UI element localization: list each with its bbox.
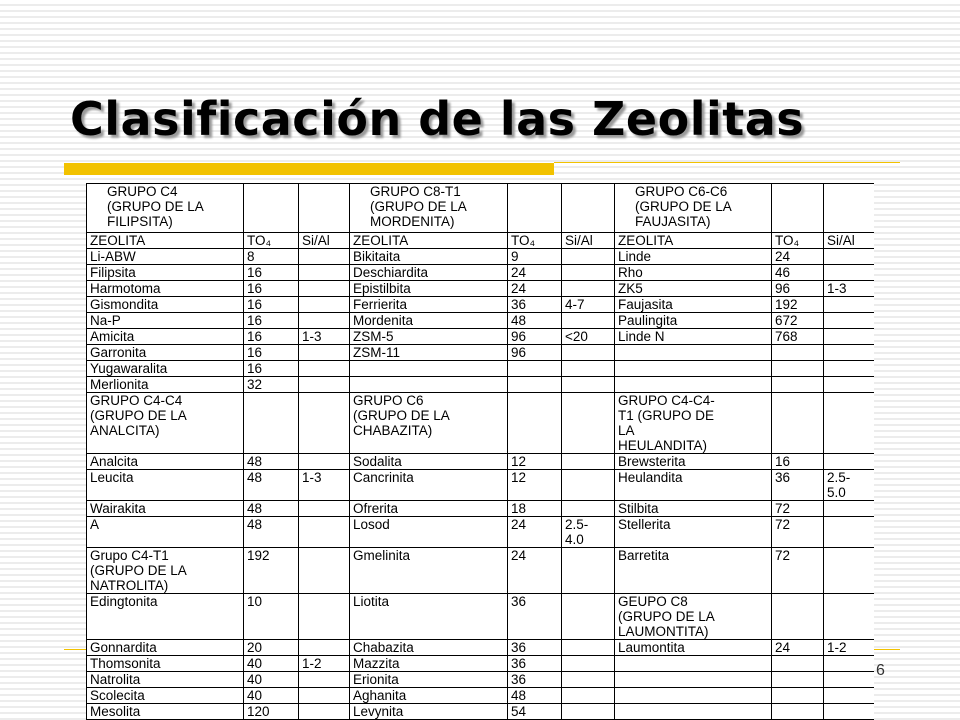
table-cell: Grupo C4-T1 (GRUPO DE LA NATROLITA) bbox=[87, 548, 244, 594]
table-row bbox=[87, 672, 875, 688]
table-cell: Merlionita bbox=[87, 377, 244, 393]
table-cell bbox=[772, 672, 824, 688]
table-cell bbox=[562, 265, 615, 281]
table-row bbox=[87, 377, 875, 393]
column-header: ZEOLITA bbox=[350, 233, 508, 249]
table-cell bbox=[299, 688, 350, 704]
table-row bbox=[87, 640, 875, 656]
table-cell: Scolecita bbox=[87, 688, 244, 704]
table-row bbox=[87, 656, 875, 672]
table-row bbox=[87, 361, 875, 377]
group-header-row bbox=[87, 184, 875, 233]
group-header-mordenita: GRUPO C8-T1 (GRUPO DE LA MORDENITA) bbox=[350, 184, 508, 233]
table-cell bbox=[824, 249, 875, 265]
table-row bbox=[87, 345, 875, 361]
table-cell: Natrolita bbox=[87, 672, 244, 688]
table-cell: Losod bbox=[350, 517, 508, 548]
table-cell bbox=[615, 345, 772, 361]
table-cell: 768 bbox=[772, 329, 824, 345]
table-cell bbox=[824, 265, 875, 281]
table-cell: Edingtonita bbox=[87, 594, 244, 640]
table-cell bbox=[615, 688, 772, 704]
table-cell bbox=[824, 361, 875, 377]
table-cell: 36 bbox=[508, 672, 562, 688]
table-cell bbox=[772, 704, 824, 720]
table-cell bbox=[824, 688, 875, 704]
table-cell bbox=[562, 501, 615, 517]
table-row bbox=[87, 249, 875, 265]
table-cell: 10 bbox=[244, 594, 299, 640]
table-cell bbox=[299, 704, 350, 720]
table-cell: 48 bbox=[244, 470, 299, 501]
table-cell bbox=[508, 184, 562, 233]
table-cell bbox=[562, 249, 615, 265]
table-cell: 36 bbox=[508, 594, 562, 640]
table-cell: 4-7 bbox=[562, 297, 615, 313]
table-cell bbox=[824, 454, 875, 470]
table-cell bbox=[299, 281, 350, 297]
table-cell: <20 bbox=[562, 329, 615, 345]
slide-title: Clasificación de las Zeolitas bbox=[70, 92, 805, 146]
table-cell: 96 bbox=[508, 329, 562, 345]
table-cell: Chabazita bbox=[350, 640, 508, 656]
table-cell: 8 bbox=[244, 249, 299, 265]
table-cell: Gismondita bbox=[87, 297, 244, 313]
table-cell: ZK5 bbox=[615, 281, 772, 297]
table-cell bbox=[562, 281, 615, 297]
table-cell bbox=[824, 656, 875, 672]
table-cell: Wairakita bbox=[87, 501, 244, 517]
table-cell: Gonnardita bbox=[87, 640, 244, 656]
table-cell bbox=[299, 297, 350, 313]
table-cell: Cancrinita bbox=[350, 470, 508, 501]
table-cell: 24 bbox=[508, 517, 562, 548]
table-cell: Erionita bbox=[350, 672, 508, 688]
table-cell: 48 bbox=[508, 688, 562, 704]
table-cell: Thomsonita bbox=[87, 656, 244, 672]
table-cell: 20 bbox=[244, 640, 299, 656]
table-cell bbox=[562, 656, 615, 672]
table-cell: GRUPO C4-C4 (GRUPO DE LA ANALCITA) bbox=[87, 393, 244, 454]
table-cell bbox=[299, 517, 350, 548]
column-header-row bbox=[87, 233, 875, 249]
table-cell: Ofrerita bbox=[350, 501, 508, 517]
table-cell bbox=[824, 594, 875, 640]
table-cell: 2.5- 5.0 bbox=[824, 470, 875, 501]
table-cell: 1-2 bbox=[824, 640, 875, 656]
table-cell: 12 bbox=[508, 470, 562, 501]
table-cell: 40 bbox=[244, 656, 299, 672]
table-cell: GRUPO C6 (GRUPO DE LA CHABAZITA) bbox=[350, 393, 508, 454]
column-header: TO₄ bbox=[772, 233, 824, 249]
table-cell bbox=[508, 377, 562, 393]
table-cell bbox=[562, 361, 615, 377]
table-cell: 32 bbox=[244, 377, 299, 393]
table-cell: 16 bbox=[244, 329, 299, 345]
table-cell: Analcita bbox=[87, 454, 244, 470]
table-cell: 192 bbox=[772, 297, 824, 313]
table-cell bbox=[299, 454, 350, 470]
table-cell bbox=[772, 345, 824, 361]
table-cell: 24 bbox=[508, 265, 562, 281]
table-cell bbox=[299, 249, 350, 265]
table-row bbox=[87, 548, 875, 594]
table-cell: Barretita bbox=[615, 548, 772, 594]
table-cell: 16 bbox=[244, 265, 299, 281]
table-row bbox=[87, 704, 875, 720]
table-cell bbox=[299, 393, 350, 454]
table-cell bbox=[824, 393, 875, 454]
table-cell bbox=[824, 184, 875, 233]
table-cell bbox=[824, 672, 875, 688]
table-cell: Ferrierita bbox=[350, 297, 508, 313]
page-number: 6 bbox=[876, 662, 885, 679]
table-cell bbox=[299, 672, 350, 688]
table-cell: Li-ABW bbox=[87, 249, 244, 265]
table-cell: ZSM-5 bbox=[350, 329, 508, 345]
table-cell: 48 bbox=[244, 517, 299, 548]
table-cell: 16 bbox=[244, 313, 299, 329]
table-cell: Linde bbox=[615, 249, 772, 265]
table-cell: Harmotoma bbox=[87, 281, 244, 297]
table-cell: 672 bbox=[772, 313, 824, 329]
table-cell bbox=[562, 313, 615, 329]
table-cell: 192 bbox=[244, 548, 299, 594]
table-cell: 72 bbox=[772, 501, 824, 517]
table-cell: Rho bbox=[615, 265, 772, 281]
table-cell: Paulingita bbox=[615, 313, 772, 329]
column-header: Si/Al bbox=[562, 233, 615, 249]
table-cell bbox=[299, 361, 350, 377]
table-cell: 96 bbox=[508, 345, 562, 361]
table-cell: Filipsita bbox=[87, 265, 244, 281]
table-cell bbox=[350, 361, 508, 377]
group-header-faujasita: GRUPO C6-C6 (GRUPO DE LA FAUJASITA) bbox=[615, 184, 772, 233]
table-body bbox=[87, 184, 875, 720]
table-cell bbox=[824, 377, 875, 393]
table-cell: 48 bbox=[244, 501, 299, 517]
column-header: TO₄ bbox=[508, 233, 562, 249]
table-cell bbox=[299, 345, 350, 361]
table-cell bbox=[299, 594, 350, 640]
table-cell: 36 bbox=[508, 656, 562, 672]
table-cell: 40 bbox=[244, 688, 299, 704]
table-cell bbox=[299, 377, 350, 393]
table-cell: 40 bbox=[244, 672, 299, 688]
table-cell: Gmelinita bbox=[350, 548, 508, 594]
table-cell: Linde N bbox=[615, 329, 772, 345]
table-cell bbox=[562, 393, 615, 454]
zeolite-table-container bbox=[86, 183, 874, 720]
table-cell bbox=[824, 345, 875, 361]
table-cell bbox=[562, 345, 615, 361]
table-cell: GRUPO C4-C4- T1 (GRUPO DE LA HEULANDITA) bbox=[615, 393, 772, 454]
table-cell bbox=[824, 297, 875, 313]
table-cell: Mesolita bbox=[87, 704, 244, 720]
table-row bbox=[87, 501, 875, 517]
table-row bbox=[87, 329, 875, 345]
table-cell: 9 bbox=[508, 249, 562, 265]
table-cell bbox=[508, 393, 562, 454]
table-cell bbox=[350, 377, 508, 393]
table-cell bbox=[772, 688, 824, 704]
table-cell: 72 bbox=[772, 517, 824, 548]
column-header: ZEOLITA bbox=[615, 233, 772, 249]
table-cell bbox=[615, 672, 772, 688]
column-header: Si/Al bbox=[299, 233, 350, 249]
column-header: Si/Al bbox=[824, 233, 875, 249]
table-cell bbox=[299, 313, 350, 329]
table-cell: Mazzita bbox=[350, 656, 508, 672]
table-cell: Leucita bbox=[87, 470, 244, 501]
table-cell: Na-P bbox=[87, 313, 244, 329]
table-cell: 36 bbox=[772, 470, 824, 501]
table-cell: 1-3 bbox=[299, 470, 350, 501]
table-cell bbox=[615, 377, 772, 393]
table-row bbox=[87, 393, 875, 454]
table-cell: 18 bbox=[508, 501, 562, 517]
table-cell: 24 bbox=[508, 548, 562, 594]
table-cell: Yugawaralita bbox=[87, 361, 244, 377]
table-cell bbox=[824, 704, 875, 720]
table-cell: 16 bbox=[244, 281, 299, 297]
table-cell bbox=[299, 501, 350, 517]
table-cell bbox=[562, 594, 615, 640]
table-cell: 16 bbox=[244, 361, 299, 377]
table-cell bbox=[562, 704, 615, 720]
table-cell: Liotita bbox=[350, 594, 508, 640]
table-cell bbox=[824, 501, 875, 517]
table-cell: Brewsterita bbox=[615, 454, 772, 470]
table-cell: Aghanita bbox=[350, 688, 508, 704]
table-cell: Deschiardita bbox=[350, 265, 508, 281]
table-cell: Stellerita bbox=[615, 517, 772, 548]
table-row bbox=[87, 454, 875, 470]
table-cell bbox=[615, 656, 772, 672]
table-cell: 46 bbox=[772, 265, 824, 281]
title-accent-bar bbox=[64, 163, 554, 175]
table-cell: Levynita bbox=[350, 704, 508, 720]
table-cell: 1-3 bbox=[299, 329, 350, 345]
table-cell: Bikitaita bbox=[350, 249, 508, 265]
table-cell: Heulandita bbox=[615, 470, 772, 501]
column-header: TO₄ bbox=[244, 233, 299, 249]
table-cell bbox=[299, 548, 350, 594]
table-cell bbox=[562, 672, 615, 688]
table-cell bbox=[615, 704, 772, 720]
table-row bbox=[87, 594, 875, 640]
table-cell bbox=[562, 470, 615, 501]
table-cell: 16 bbox=[244, 345, 299, 361]
table-row bbox=[87, 517, 875, 548]
table-cell: A bbox=[87, 517, 244, 548]
table-cell bbox=[299, 184, 350, 233]
table-cell bbox=[299, 640, 350, 656]
table-cell bbox=[824, 517, 875, 548]
table-row bbox=[87, 688, 875, 704]
column-header: ZEOLITA bbox=[87, 233, 244, 249]
table-cell bbox=[772, 393, 824, 454]
table-cell: 2.5- 4.0 bbox=[562, 517, 615, 548]
table-cell: 54 bbox=[508, 704, 562, 720]
table-row bbox=[87, 297, 875, 313]
table-cell: Laumontita bbox=[615, 640, 772, 656]
table-cell: 36 bbox=[508, 640, 562, 656]
table-row bbox=[87, 265, 875, 281]
table-cell: Mordenita bbox=[350, 313, 508, 329]
table-cell bbox=[562, 640, 615, 656]
table-row bbox=[87, 313, 875, 329]
table-cell bbox=[615, 361, 772, 377]
table-cell bbox=[824, 548, 875, 594]
table-row bbox=[87, 281, 875, 297]
table-cell bbox=[244, 393, 299, 454]
table-cell: 48 bbox=[508, 313, 562, 329]
title-accent-line bbox=[554, 162, 900, 163]
table-cell bbox=[562, 184, 615, 233]
table-cell: GEUPO C8 (GRUPO DE LA LAUMONTITA) bbox=[615, 594, 772, 640]
table-cell: 1-3 bbox=[824, 281, 875, 297]
table-cell: Faujasita bbox=[615, 297, 772, 313]
group-header-filipsita: GRUPO C4 (GRUPO DE LA FILIPSITA) bbox=[87, 184, 244, 233]
table-cell bbox=[562, 548, 615, 594]
table-cell: Amicita bbox=[87, 329, 244, 345]
table-cell: ZSM-11 bbox=[350, 345, 508, 361]
table-cell bbox=[299, 265, 350, 281]
table-cell bbox=[772, 184, 824, 233]
table-cell: 72 bbox=[772, 548, 824, 594]
table-cell bbox=[772, 377, 824, 393]
table-cell bbox=[508, 361, 562, 377]
table-cell: 48 bbox=[244, 454, 299, 470]
table-cell: 120 bbox=[244, 704, 299, 720]
table-cell bbox=[562, 688, 615, 704]
table-cell bbox=[772, 656, 824, 672]
table-cell: 36 bbox=[508, 297, 562, 313]
table-cell: Sodalita bbox=[350, 454, 508, 470]
table-cell bbox=[562, 454, 615, 470]
table-cell: Epistilbita bbox=[350, 281, 508, 297]
table-cell: 1-2 bbox=[299, 656, 350, 672]
table-cell bbox=[824, 313, 875, 329]
table-cell: 16 bbox=[244, 297, 299, 313]
table-cell: Stilbita bbox=[615, 501, 772, 517]
table-cell bbox=[562, 377, 615, 393]
table-cell bbox=[824, 329, 875, 345]
table-cell: Garronita bbox=[87, 345, 244, 361]
table-cell bbox=[772, 361, 824, 377]
table-cell: 96 bbox=[772, 281, 824, 297]
table-cell: 24 bbox=[508, 281, 562, 297]
table-row bbox=[87, 470, 875, 501]
table-cell bbox=[772, 594, 824, 640]
table-cell: 24 bbox=[772, 640, 824, 656]
table-cell bbox=[244, 184, 299, 233]
table-cell: 24 bbox=[772, 249, 824, 265]
table-cell: 16 bbox=[772, 454, 824, 470]
table-cell: 12 bbox=[508, 454, 562, 470]
zeolite-classification-table bbox=[86, 183, 874, 720]
